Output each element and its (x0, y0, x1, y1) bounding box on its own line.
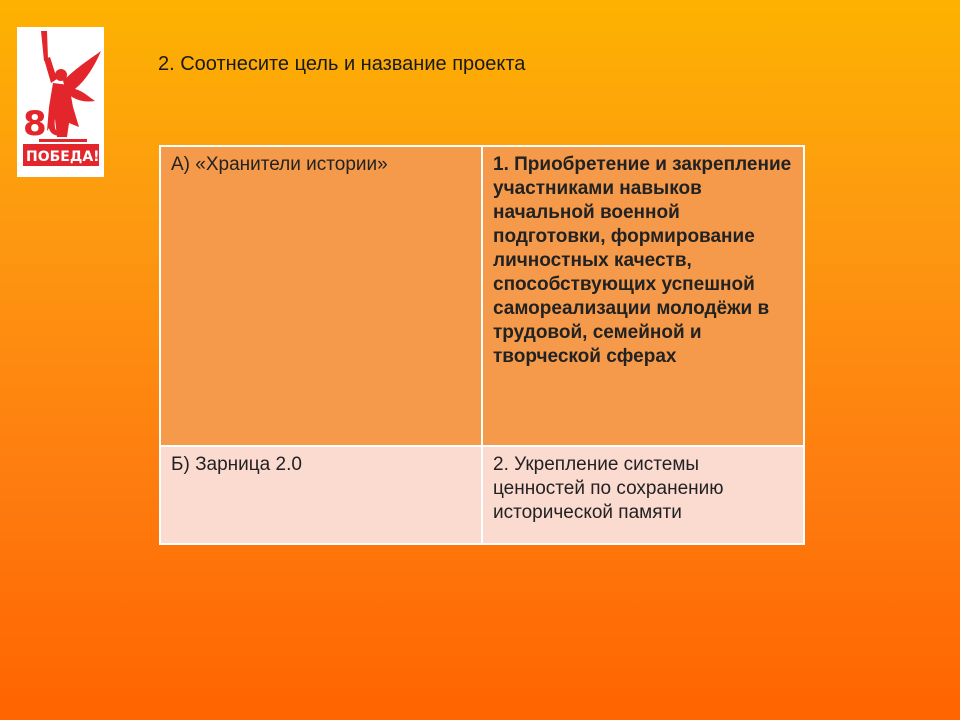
svg-text:ПОБЕДА!: ПОБЕДА! (26, 149, 100, 165)
svg-text:80: 80 (23, 104, 71, 144)
table-row (160, 446, 804, 544)
slide-title: 2. Соотнесите цель и название проекта (158, 53, 526, 75)
motherland-statue-icon (17, 27, 104, 177)
project-name-cell: А) «Хранители истории» (160, 146, 482, 446)
victory-80-logo (17, 27, 104, 177)
project-name-cell: Б) Зарница 2.0 (160, 446, 482, 544)
table-row (160, 146, 804, 446)
matching-table (159, 145, 805, 545)
project-goal-cell: 1. Приобретение и закрепление участниками навыков начальной военной подготовки, формирование личностных качеств, способствующих успешной самореализации молодёжи в трудовой, семейной и творческой сферах (482, 146, 804, 446)
project-goal-cell: 2. Укрепление системы ценностей по сохранению исторической памяти (482, 446, 804, 544)
